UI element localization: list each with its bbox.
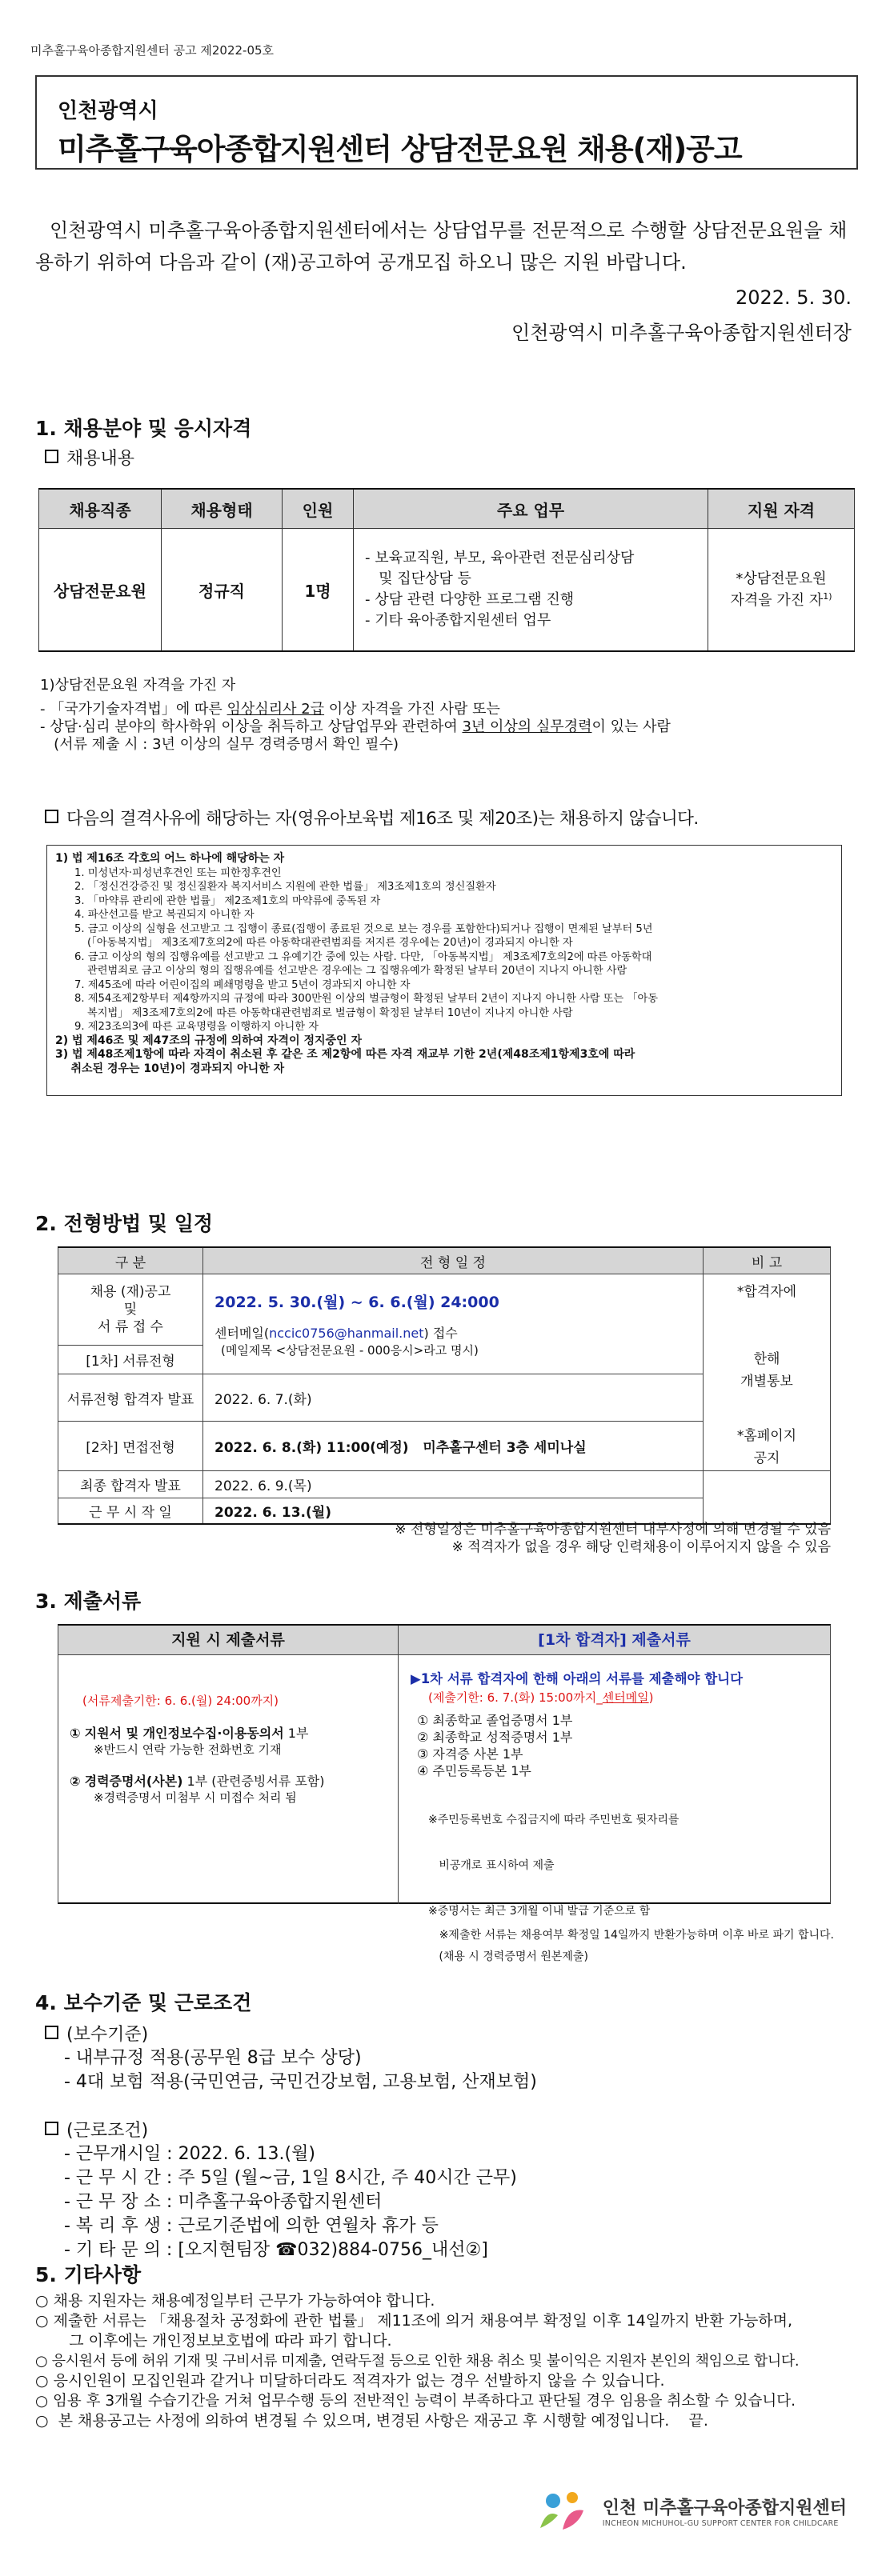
work-item: - 근 무 장 소 : 미추홀구육아종합지원센터	[64, 2192, 383, 2212]
recruit-table	[38, 488, 855, 652]
col-schedule: 전 형 일 정	[203, 1247, 704, 1274]
misc-item: ○ 응시인원이 모집인원과 같거나 미달하더라도 적격자가 없는 경우 선발하지 않을 수 있습니다.	[35, 2372, 665, 2390]
row-final-date: 2022. 6. 9.(목)	[203, 1471, 704, 1498]
misc-item: 그 이후에는 개인정보보호법에 따라 파기 합니다.	[35, 2332, 392, 2350]
docs-header-left: 지원 시 제출서류	[58, 1626, 398, 1655]
pass-doc-item: ③ 자격증 사본 1부	[417, 1746, 523, 1762]
mail-address: nccic0756@hanmail.net	[269, 1325, 424, 1341]
qualification-note	[40, 677, 671, 754]
pass-docs-list	[417, 1712, 572, 1779]
docs-divider	[398, 1626, 399, 1904]
apply-doc-2	[70, 1773, 325, 1806]
restrict-title	[45, 805, 699, 830]
note-l2b: 이 있는 사람	[591, 718, 671, 735]
disqualification-line: 5. 금고 이상의 실형을 선고받고 그 집행이 종료(집행이 종료된 것으로 보는 경우를 포함한다)되거나 집행이 면제된 날부터 5년	[74, 922, 653, 935]
pass-docs-title-text: ▶1차 서류 합격자에 한해 아래의 서류를 제출해야 합니다	[411, 1671, 744, 1686]
doc1-num: ①	[70, 1726, 81, 1741]
schedule-note-2: ※ 적격자가 없을 경우 해당 인력채용이 이루어지지 않을 수 있음	[451, 1539, 831, 1555]
disqualification-line: 2) 법 제46조 및 제47조의 규정에 의하여 자격이 정지중인 자	[55, 1034, 362, 1047]
pay-title-text: (보수기준)	[66, 2025, 149, 2045]
remark-individual	[704, 1274, 831, 1471]
deadline-c: )	[648, 1690, 654, 1705]
checkbox-icon	[45, 2122, 58, 2135]
work-item: - 근 무 시 간 : 주 5일 (월~금, 1일 8시간, 주 40시간 근무)	[64, 2168, 517, 2188]
disqualification-line: 2. 「정신건강증진 및 정신질환자 복지서비스 지원에 관한 법률」 제3조제1호의 정신질환자	[74, 881, 496, 893]
pass-note: (채용 시 경력증명서 원본제출)	[428, 1950, 588, 1963]
organization-head: 인천광역시 미추홀구육아종합지원센터장	[511, 322, 852, 344]
mail-c: ) 접수	[423, 1325, 458, 1341]
misc-item: ○ 제출한 서류는 「채용절차 공정화에 관한 법률」 제11조에 의거 채용여부 확정일 이후 14일까지 반환 가능하며,	[35, 2312, 793, 2330]
note-l1b: 이상 자격을 가진 사람 또는	[324, 701, 500, 718]
pay-standard-title	[45, 2021, 148, 2046]
doc2-note: ※경력증명서 미첨부 시 미접수 처리 됨	[94, 1790, 297, 1805]
col-category: 구 분	[58, 1247, 203, 1274]
pass-doc-item: ④ 주민등록등본 1부	[417, 1763, 531, 1778]
doc2-num: ②	[70, 1774, 81, 1789]
restrict-title-text: 다음의 결격사유에 해당하는 자(영유아보육법 제16조 및 제20조)는 채용하지 않습니다.	[66, 809, 699, 829]
col-type: 채용형태	[162, 489, 283, 529]
row-interview-date: 2022. 6. 8.(화) 11:00(예정) 미추홀구센터 3층 세미나실	[203, 1422, 704, 1471]
intro-paragraph: 인천광역시 미추홀구육아종합지원센터에서는 상담업무를 전문적으로 수행할 상담전문요원을 채용하기 위하여 다음과 같이 (재)공고하여 공개모집 하오니 많은 지원 바랍니다.	[35, 219, 848, 274]
disqualification-line: 8. 제54조제2항부터 제4항까지의 규정에 따라 300만원 이상의 벌금형이 확정된 날부터 2년이 지나지 아니한 사람 또는 「아동	[74, 993, 659, 1005]
disqualification-line: (「아동복지법」 제3조제7호의2에 따른 아동학대관련범죄를 저지른 경우에는 20년)이 경과되지 아니한 자	[87, 937, 573, 949]
pass-docs-notes	[428, 1782, 680, 1995]
work-title-text: (근로조건)	[66, 2121, 149, 2141]
doc1-count: 1부	[283, 1726, 309, 1741]
remark-5: 공지	[753, 1450, 780, 1466]
row-interview-label: [2차] 면접전형	[58, 1422, 203, 1471]
pass-note: 비공개로 표시하여 제출	[428, 1859, 555, 1872]
col-job: 채용직종	[39, 489, 162, 529]
duty-line: - 기타 육아종합지원센터 업무	[365, 612, 551, 629]
mail-subject-note: (메일제목 <상담전문요원 - 000응시>라고 명시)	[221, 1342, 479, 1358]
remark-empty	[704, 1471, 831, 1524]
row-start-date: 2022. 6. 13.(월)	[203, 1498, 704, 1524]
pass-docs-title	[411, 1670, 743, 1687]
disqualification-line: 취소된 경우는 10년)이 경과되지 아니한 자	[55, 1062, 285, 1075]
deadline-a: (제출기한: 6. 7.(화) 15:00까지_	[428, 1690, 603, 1705]
disqualification-line: 1. 미성년자·피성년후견인 또는 피한정후견인	[74, 866, 282, 879]
apply-doc-1	[70, 1725, 308, 1758]
note-l2a: - 상담·심리 분야의 학사학위 이상을 취득하고 상담업무와 관련하여	[40, 718, 463, 735]
work-cond-list	[64, 2142, 517, 2262]
work-cond-title	[45, 2117, 148, 2142]
disqualification-line: 1) 법 제16조 각호의 어느 하나에 해당하는 자	[55, 852, 285, 865]
center-logo-icon	[535, 2488, 591, 2536]
logo-name-en: INCHEON MICHUHOL-GU SUPPORT CENTER FOR CHILDCARE	[602, 2519, 839, 2528]
doc2-name: 경력증명서(사본)	[84, 1774, 183, 1789]
section1-sub	[45, 445, 134, 470]
duty-line: - 보육교직원, 부모, 육아관련 전문심리상담	[365, 550, 635, 566]
qual-footnote: 1)	[823, 590, 832, 602]
qual-line2: 자격을 가진 자	[730, 591, 824, 609]
pay-item: - 4대 보험 적용(국민연금, 국민건강보험, 고용보험, 산재보험)	[64, 2072, 537, 2092]
remark-2: 한해	[753, 1351, 780, 1367]
docs-return-note: ※제출한 서류는 채용여부 확정일 14일까지 반환가능하며 이후 바로 파기 합니다.	[439, 1929, 834, 1942]
misc-item: ○ 임용 후 3개월 수습기간을 거쳐 업무수행 등의 전반적인 능력이 부족하다고 판단될 경우 임용을 취소할 수 있습니다.	[35, 2393, 796, 2410]
mail-a: 센터메일(	[214, 1325, 270, 1341]
checkbox-icon	[45, 2026, 58, 2039]
pay-standard-list	[64, 2046, 537, 2094]
disqualification-box	[46, 845, 842, 1096]
note-l1a: - 「국가기술자격법」에 따른	[40, 701, 227, 718]
title-line1: 인천광역시	[58, 99, 158, 123]
checkbox-icon	[45, 810, 58, 823]
disqualification-line: 9. 제23조의3에 따른 교육명령을 이행하지 아니한 자	[74, 1021, 319, 1033]
center-logo	[603, 2494, 847, 2528]
disqualification-line: 6. 금고 이상의 형의 집행유예를 선고받고 그 유예기간 중에 있는 사람. 다만, 「아동복지법」 제3조제7호의2에 따른 아동학대	[74, 950, 652, 963]
section2-title: 2. 전형방법 및 일정	[35, 1212, 214, 1235]
disqualification-line: 3. 「마약류 관리에 관한 법률」 제2조제1호의 마약류에 중독된 자	[74, 894, 381, 907]
disqualification-line: 7. 제45조에 따라 어린이집의 폐쇄명령을 받고 5년이 경과되지 아니한 자	[74, 978, 411, 991]
misc-item: ○ 응시원서 등에 허위 기재 및 구비서류 미제출, 연락두절 등으로 인한 채용 취소 및 불이익은 지원자 본인의 책임으로 합니다.	[35, 2353, 800, 2370]
section5-title: 5. 기타사항	[35, 2263, 142, 2286]
row-start-label: 근 무 시 작 일	[58, 1498, 203, 1524]
apply-label-a: 채용 (재)공고	[90, 1283, 171, 1300]
section1-sub-label: 채용내용	[66, 449, 135, 469]
row-doc-result-date: 2022. 6. 7.(화)	[203, 1374, 704, 1422]
row-final-label: 최종 합격자 발표	[58, 1471, 203, 1498]
deadline-b: 센터메일	[602, 1690, 649, 1705]
misc-item: ○ 본 채용공고는 사정에 의하여 변경될 수 있으며, 변경된 사항은 재공고 후 시행할 예정입니다. 끝.	[35, 2412, 708, 2430]
checkbox-icon	[45, 450, 58, 463]
apply-label-c: 서 류 접 수	[98, 1318, 163, 1335]
col-count: 인원	[283, 489, 354, 529]
row-apply-label	[58, 1274, 203, 1346]
cell-count: 1명	[283, 529, 354, 652]
section4-title: 4. 보수기준 및 근로조건	[35, 1991, 252, 2014]
duty-line: 및 집단상담 등	[365, 570, 471, 587]
col-duties: 주요 업무	[354, 489, 708, 529]
misc-list	[35, 2291, 868, 2431]
work-item: - 근무개시일 : 2022. 6. 13.(월)	[64, 2144, 315, 2164]
cell-type: 정규직	[162, 529, 283, 652]
schedule-table	[58, 1246, 831, 1525]
apply-deadline: (서류제출기한: 6. 6.(월) 24:00까지)	[82, 1694, 279, 1708]
remark-3: 개별통보	[740, 1374, 793, 1390]
disqualification-line: 4. 파산선고를 받고 복권되지 아니한 자	[74, 909, 255, 921]
pay-item: - 내부규정 적용(공무원 8급 보수 상당)	[64, 2048, 362, 2068]
schedule-note-1: ※ 전형일정은 미추홀구육아종합지원센터 내부사정에 의해 변경될 수 있음	[395, 1522, 831, 1538]
remark-4: *홈페이지	[736, 1428, 797, 1444]
section1-title: 1. 채용분야 및 응시자격	[35, 417, 252, 440]
pass-doc-item: ② 최종학교 성적증명서 1부	[417, 1730, 573, 1745]
note-l2u: 3년 이상의 실무경력	[462, 718, 592, 735]
document-number: 미추홀구육아종합지원센터 공고 제2022-05호	[30, 43, 275, 58]
row-doc-screen-label: [1차] 서류전형	[58, 1345, 203, 1374]
pass-note: ※주민등록번호 수집금지에 따라 주민번호 뒷자리를	[428, 1814, 680, 1826]
pass-note: ※증명서는 최근 3개월 이내 발급 기준으로 함	[428, 1905, 651, 1918]
section3-title: 3. 제출서류	[35, 1590, 142, 1613]
cell-qual	[708, 529, 855, 652]
misc-item: ○ 채용 지원자는 채용예정일부터 근무가 가능하여야 합니다.	[35, 2292, 435, 2310]
disqualification-line: 3) 법 제48조제1항에 따라 자격이 취소된 후 같은 조 제2항에 따른 자격 재교부 기한 2년(제48조제1항제3호에 따라	[55, 1048, 635, 1061]
remark-1: *합격자에	[736, 1284, 797, 1300]
title-box	[35, 75, 858, 170]
col-remark: 비 고	[704, 1247, 831, 1274]
note-l1u: 임상심리사 2급	[227, 701, 325, 718]
apply-label-b: 및	[123, 1301, 138, 1318]
work-item: - 복 리 후 생 : 근로기준법에 의한 연월차 휴가 등	[64, 2216, 439, 2236]
title-line2: 미추홀구육아종합지원센터 상담전문요원 채용(재)공고	[58, 132, 742, 166]
notice-date: 2022. 5. 30.	[735, 286, 852, 309]
note-title: 1)상담전문요원 자격을 가진 자	[40, 677, 236, 694]
logo-name-ko: 인천 미추홀구육아종합지원센터	[602, 2498, 847, 2518]
schedule-notes	[395, 1521, 831, 1556]
doc1-note: ※반드시 연락 가능한 전화번호 기재	[94, 1742, 282, 1757]
col-qual: 지원 자격	[708, 489, 855, 529]
docs-header-right: [1차 합격자] 제출서류	[399, 1626, 830, 1655]
duty-line: - 상담 관련 다양한 프로그램 진행	[365, 591, 575, 608]
cell-job: 상담전문요원	[39, 529, 162, 652]
disqualification-line: 복지법」 제3조제7호의2에 따른 아동학대관련범죄로 벌금형이 확정된 날부터 10년이 지나지 아니한 사람	[87, 1006, 573, 1019]
disqualification-line: 관련범죄로 금고 이상의 형의 집행유예를 선고받은 경우에는 그 집행유예가 확정된 날부터 20년이 지나지 아니한 사람	[87, 965, 627, 977]
note-l3: (서류 제출 시 : 3년 이상의 실무 경력증명서 확인 필수)	[40, 736, 399, 753]
row-apply-detail	[203, 1274, 704, 1374]
doc1-name: 지원서 및 개인정보수집·이용동의서	[84, 1726, 284, 1741]
row-doc-result-label: 서류전형 합격자 발표	[58, 1374, 203, 1422]
pass-doc-item: ① 최종학교 졸업증명서 1부	[417, 1713, 573, 1728]
apply-period: 2022. 5. 30.(월) ~ 6. 6.(월) 24:000	[214, 1293, 499, 1311]
doc2-count: 1부 (관련증빙서류 포함)	[182, 1774, 325, 1789]
pass-docs-deadline	[428, 1690, 654, 1706]
cell-duties	[354, 529, 708, 652]
qual-line1: *상담전문요원	[736, 570, 827, 587]
work-item: - 기 타 문 의 : [오지현팀장 ☎032)884-0756_내선②]	[64, 2240, 488, 2260]
